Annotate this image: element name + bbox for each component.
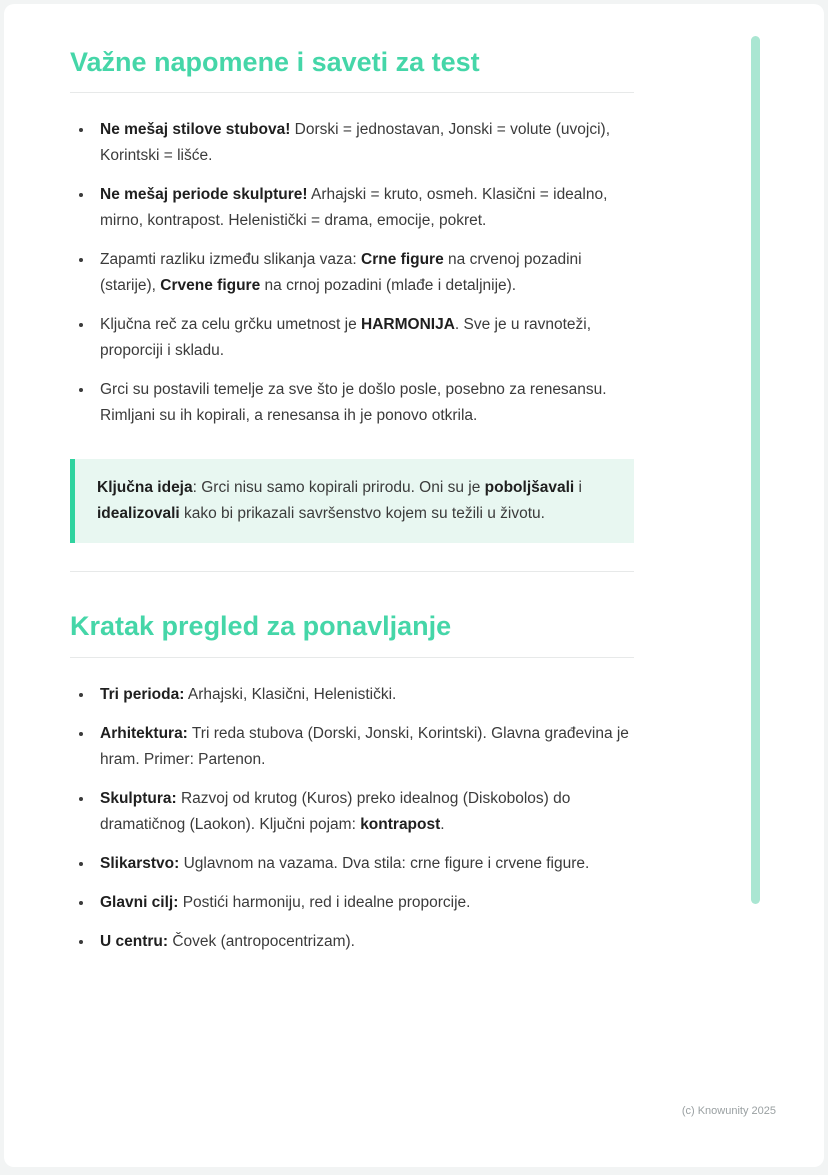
key-idea-callout — [70, 459, 634, 543]
section-divider — [70, 571, 634, 572]
section-summary — [70, 610, 634, 954]
summary-list — [70, 682, 634, 955]
list-item: • U centru: Čovek (antropocentrizam). — [94, 929, 634, 955]
list-item: • Grci su postavili temelje za sve što je došlo posle, posebno za renesansu. Rimljani su ih kopirali, a renesansa ih je ponovo otkrila. — [94, 377, 634, 429]
document-page — [4, 4, 824, 1167]
section-notes — [70, 46, 634, 543]
list-item: • Arhitektura: Tri reda stubova (Dorski, Jonski, Korintski). Glavna građevina je hram. Primer: Partenon. — [94, 721, 634, 773]
scrollbar-thumb[interactable] — [751, 36, 760, 904]
list-item: • Glavni cilj: Postići harmoniju, red i idealne proporcije. — [94, 890, 634, 916]
list-item: • Ključna reč za celu grčku umetnost je HARMONIJA. Sve je u ravnoteži, proporciji i skladu. — [94, 312, 634, 364]
notes-list — [70, 117, 634, 429]
notes-section-title: Važne napomene i saveti za test — [70, 46, 634, 93]
list-item: • Skulptura: Razvoj od krutog (Kuros) preko idealnog (Diskobolos) do dramatičnog (Laokon). Ključni pojam: kontrapost. — [94, 786, 634, 838]
list-item: • Ne mešaj periode skulpture! Arhajski = kruto, osmeh. Klasični = idealno, mirno, kontrapost. Helenistički = drama, emocije, pokret. — [94, 182, 634, 234]
document-content — [4, 4, 634, 955]
list-item: • Tri perioda: Arhajski, Klasični, Helenistički. — [94, 682, 634, 708]
list-item: • Ne mešaj stilove stubova! Dorski = jednostavan, Jonski = volute (uvojci), Korintski = lišće. — [94, 117, 634, 169]
list-item: • Zapamti razliku između slikanja vaza: Crne figure na crvenoj pozadini (starije), Crvene figure na crnoj pozadini (mlađe i detaljnije). — [94, 247, 634, 299]
footer-credit: (c) Knowunity 2025 — [681, 1105, 776, 1117]
key-idea-text: Ključna ideja: Grci nisu samo kopirali prirodu. Oni su je poboljšavali i idealizovali kako bi prikazali savršenstvo kojem su težili u životu. — [97, 479, 582, 523]
summary-section-title: Kratak pregled za ponavljanje — [70, 610, 634, 657]
list-item: • Slikarstvo: Uglavnom na vazama. Dva stila: crne figure i crvene figure. — [94, 851, 634, 877]
